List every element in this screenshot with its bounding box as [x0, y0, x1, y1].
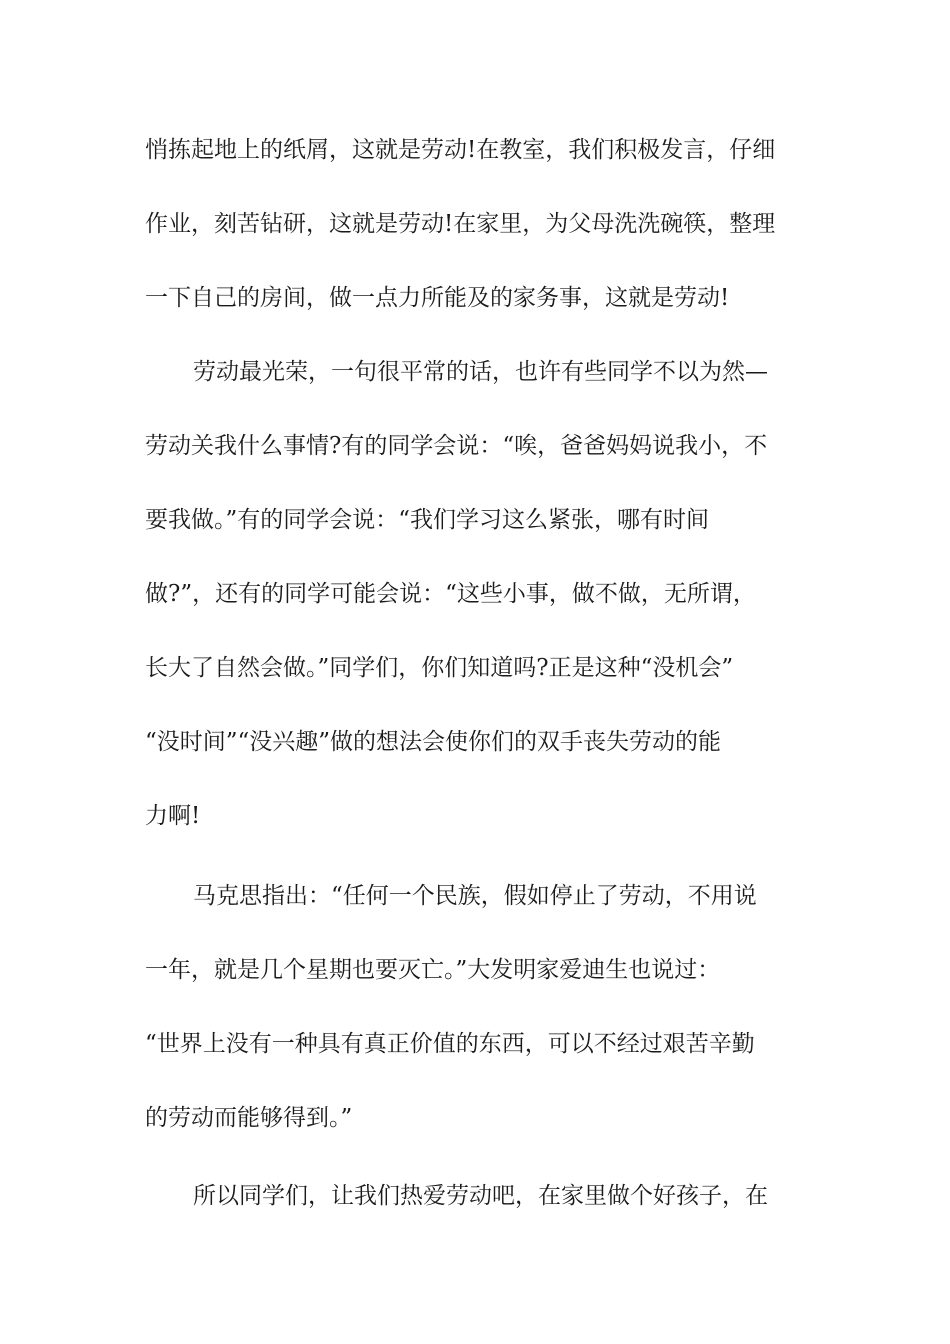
text-line: 一下自己的房间，做一点力所能及的家务事，这就是劳动!: [145, 285, 730, 311]
text-line: 劳动关我什么事情?有的同学会说：“唉，爸爸妈妈说我小，不: [145, 433, 768, 459]
text-line: “世界上没有一种具有真正价值的东西，可以不经过艰苦辛勤: [145, 1031, 755, 1057]
text-line: “没时间”“没兴趣”做的想法会使你们的双手丧失劳动的能: [145, 729, 722, 755]
text-line: 力啊!: [145, 803, 201, 829]
text-line: 长大了自然会做。”同学们，你们知道吗?正是这种“没机会”: [145, 655, 734, 681]
paragraph-first-line: 所以同学们，让我们热爱劳动吧，在家里做个好孩子，在: [193, 1183, 768, 1209]
text-line: 要我做。”有的同学会说：“我们学习这么紧张，哪有时间: [145, 507, 710, 533]
text-line: 作业，刻苦钻研，这就是劳动!在家里，为父母洗洗碗筷，整理: [145, 211, 776, 237]
paragraph-first-line: 马克思指出：“任何一个民族，假如停止了劳动，不用说: [193, 883, 757, 909]
paragraph-first-line: 劳动最光荣，一句很平常的话，也许有些同学不以为然—: [193, 359, 768, 385]
text-line: 一年，就是几个星期也要灭亡。”大发明家爱迪生也说过：: [145, 957, 721, 983]
text-line: 做?”，还有的同学可能会说：“这些小事，做不做，无所谓，: [145, 581, 756, 607]
text-line: 的劳动而能够得到。”: [145, 1105, 353, 1131]
text-line: 悄拣起地上的纸屑，这就是劳动!在教室，我们积极发言，仔细: [145, 137, 776, 163]
